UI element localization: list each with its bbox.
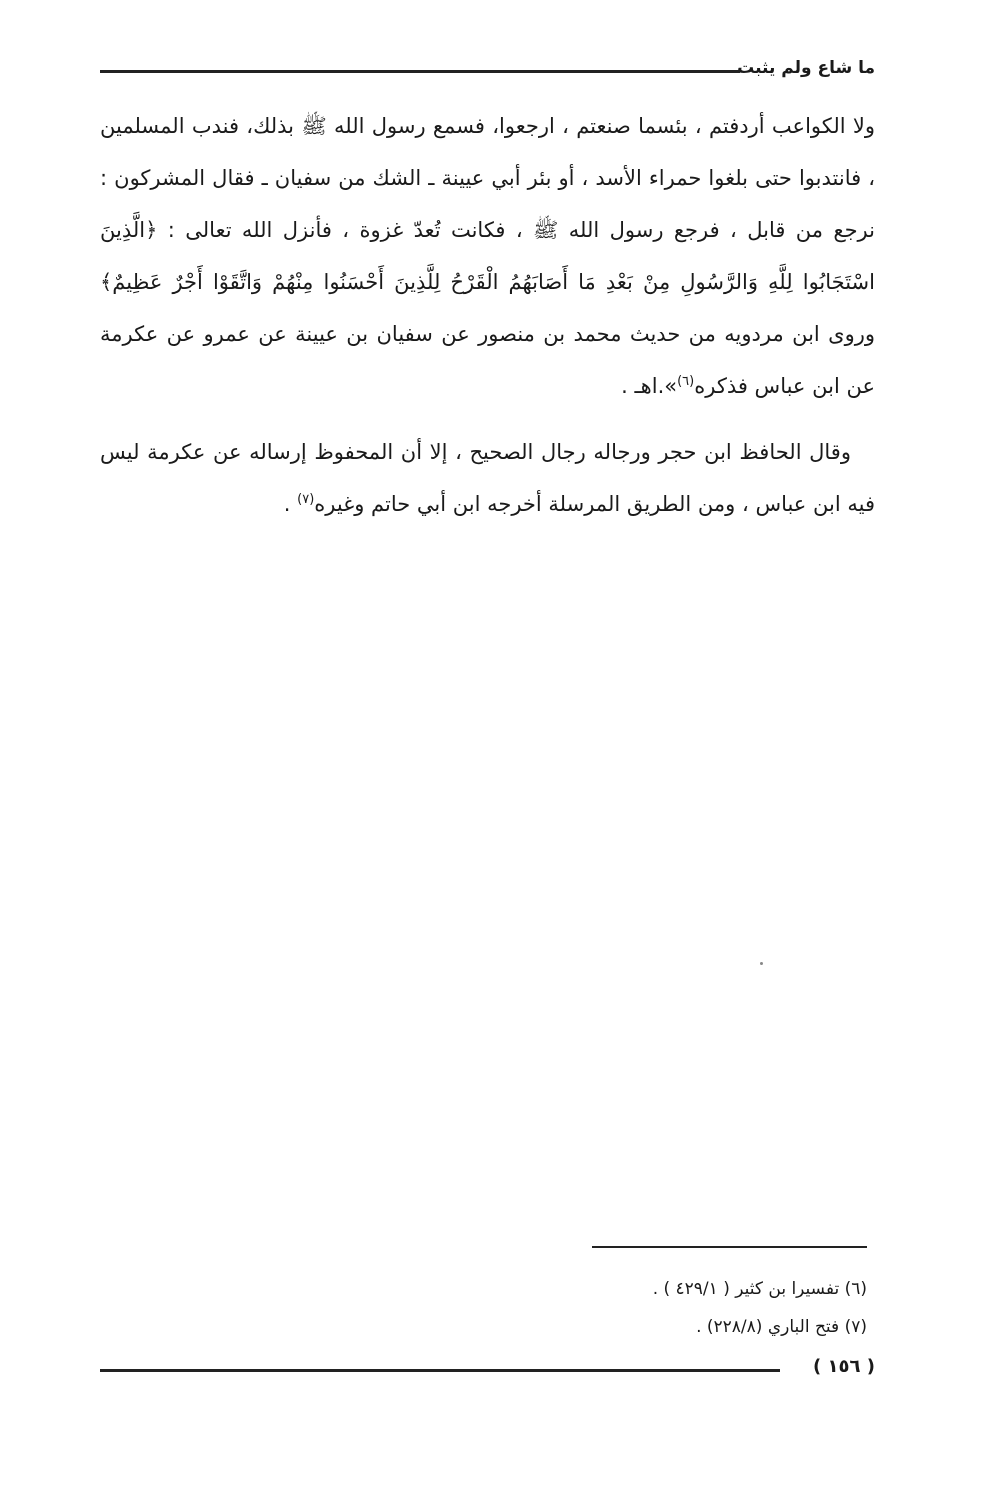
footnote-6: (٦) تفسيرا بن كثير ( ٤٢٩/١ ) . xyxy=(652,1279,867,1299)
footnote-ref[interactable]: (٦) xyxy=(677,374,695,389)
paragraph-text: ».اهـ . xyxy=(621,374,678,398)
paragraph-text: وروى ابن مردويه من حديث محمد بن منصور عن سفيان بن عيينة عن عمرو عن عكرمة عن ابن عباس فذكره xyxy=(100,322,875,398)
footnote-7: (٧) فتح الباري (٢٢٨/٨) . xyxy=(696,1317,867,1337)
paragraph-1 xyxy=(100,100,875,412)
paragraph-text: . xyxy=(283,492,298,516)
footnotes xyxy=(367,1270,867,1346)
scan-speck xyxy=(760,962,763,965)
footnote-separator xyxy=(592,1246,867,1248)
paragraph-text: وقال الحافظ ابن حجر ورجاله رجال الصحيح ، إلا أن المحفوظ إرساله عن عكرمة ليس فيه ابن عباس ، ومن الطريق المرسلة أخرجه ابن أبي حاتم وغيره xyxy=(100,440,875,516)
footer-rule xyxy=(100,1369,780,1372)
header-rule xyxy=(100,70,740,73)
page-footer xyxy=(100,1352,875,1392)
running-head-title: ما شاع ولم يثبت xyxy=(737,58,875,78)
running-header xyxy=(100,56,875,86)
page-number: ( ١٥٦ ) xyxy=(813,1356,875,1377)
quran-verse: ﴿الَّذِينَ اسْتَجَابُوا لِلَّهِ وَالرَّسُولِ مِنْ بَعْدِ مَا أَصَابَهُمُ الْقَرْحُ لِلَّذِينَ أَحْسَنُوا مِنْهُمْ وَاتَّقَوْا أَجْرٌ عَظِيمٌ﴾ xyxy=(100,218,875,294)
paragraph-text: ولا الكواعب أردفتم ، بئسما صنعتم ، ارجعوا، فسمع رسول الله ﷺ بذلك، فندب المسلمين ، فانتدبوا حتى بلغوا حمراء الأسد ، أو بئر أبي عيينة ـ الشك من سفيان ـ فقال المشركون : نرجع من قابل ، فرجع رسول الله ﷺ ، فكانت تُعدّ غزوة ، فأنزل الله تعالى : xyxy=(100,114,875,242)
footnote-ref[interactable]: (٧) xyxy=(297,492,315,507)
main-text xyxy=(100,100,875,530)
paragraph-2 xyxy=(100,426,875,530)
